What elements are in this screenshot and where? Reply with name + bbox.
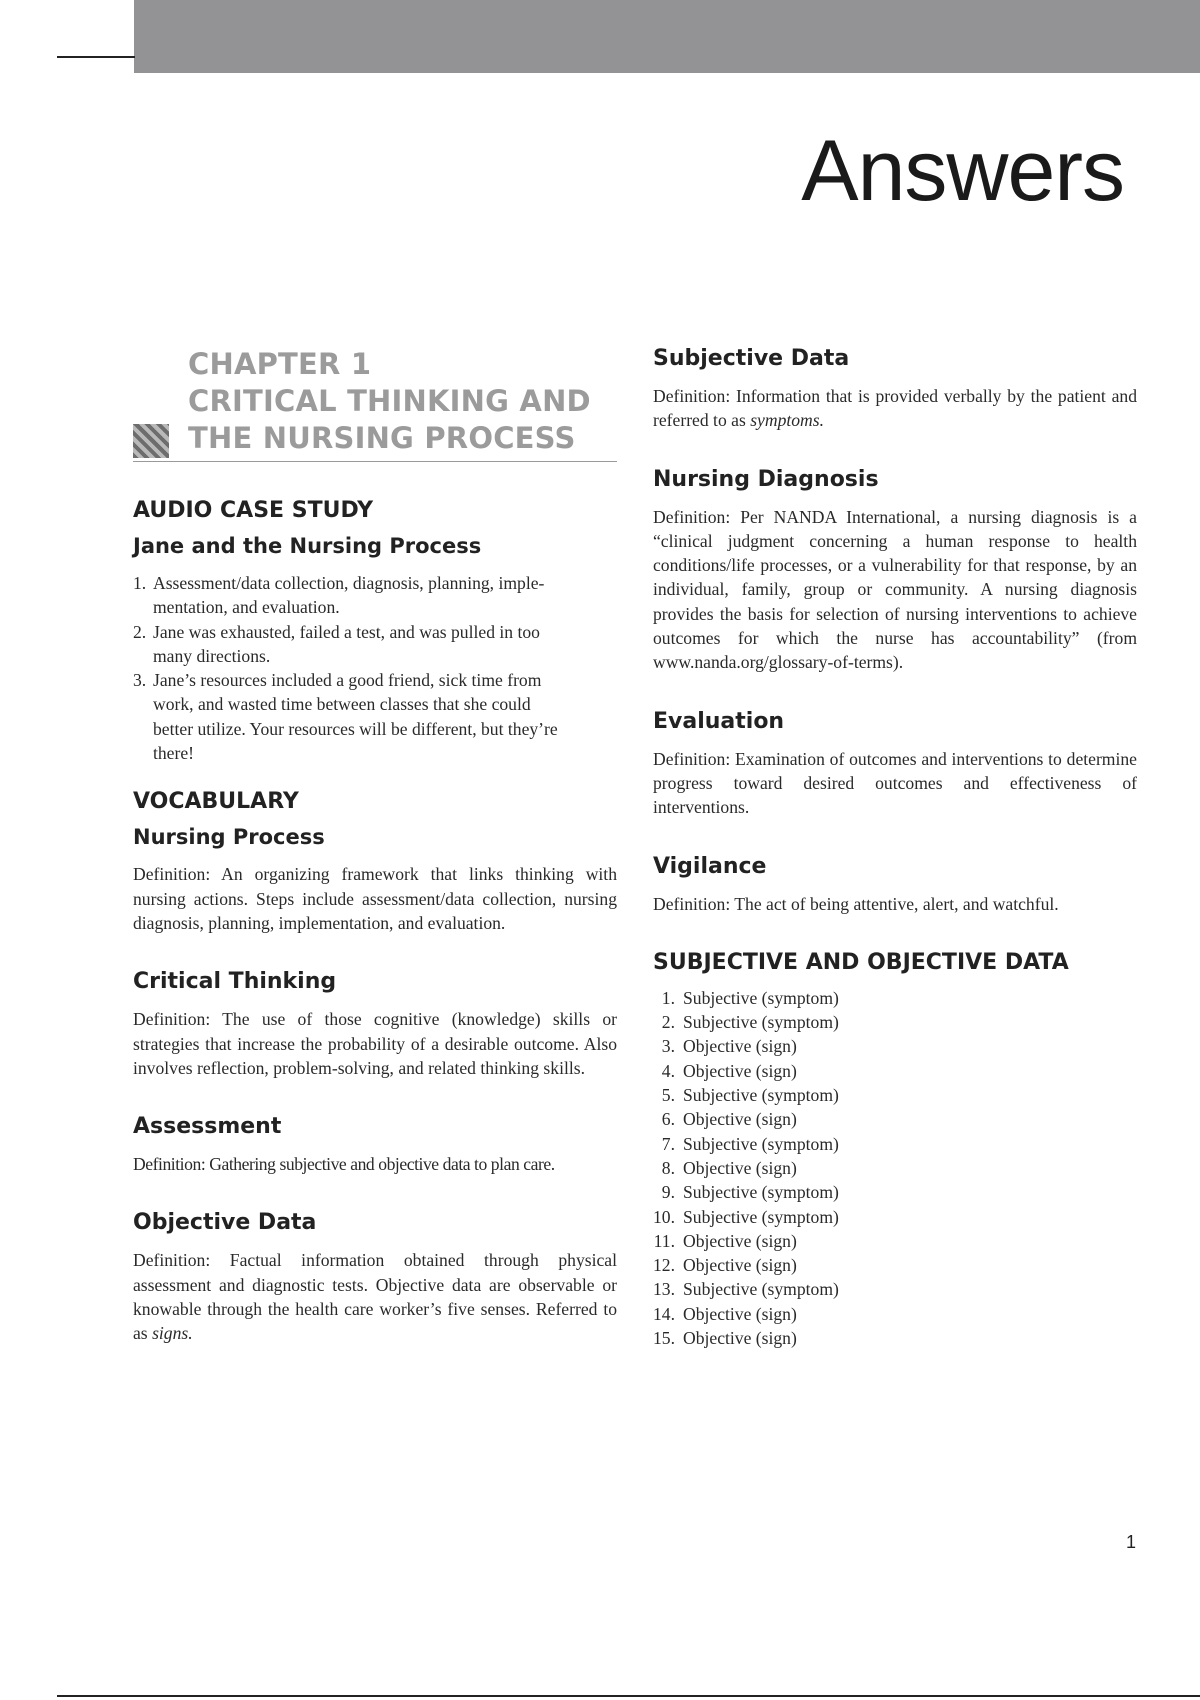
list-item: 10. Subjective (symptom) — [653, 1206, 839, 1227]
case-study-answers — [133, 571, 617, 765]
definition-objective-data: Definition: Factual information obtained through physical assessment and diagnostic tests. Objective data are observable or knowable through the health care worker’s five senses. Referred to as signs. — [133, 1250, 617, 1344]
term-vigilance: Vigilance — [653, 853, 767, 879]
chapter-title-line-2: THE NURSING PROCESS — [188, 421, 576, 455]
audio-case-study-heading: AUDIO CASE STUDY — [133, 498, 374, 523]
term-assessment: Assessment — [133, 1114, 282, 1140]
list-item: 12. Objective (sign) — [653, 1255, 797, 1276]
page-number: 1 — [1126, 1532, 1137, 1552]
case-study-title: Jane and the Nursing Process — [133, 534, 482, 558]
footer-rule — [57, 1695, 1200, 1697]
definition-assessment: Definition: Gathering subjective and objective data to plan care. — [133, 1154, 555, 1175]
definition-nursing-diagnosis: Definition: Per NANDA International, a nursing diagnosis is a “clinical judgment concerning a human response to health conditions/life processes, or a vulnerability for that response, by an individual, family, group or community. A nursing diagnosis provides the basis for selection of nursing interventions to achieve outcomes for which the nurse has accountability” (from www.nanda.org/glossary-of-terms). — [653, 506, 1137, 673]
vocabulary-heading: VOCABULARY — [133, 789, 299, 815]
chapter-number: CHAPTER 1 — [188, 347, 372, 381]
list-item: 1. Assessment/data collection, diagnosis, planning, imple- mentation, and evaluation. — [133, 573, 545, 618]
term-nursing-process: Nursing Process — [133, 825, 325, 850]
chapter-marker-icon — [133, 424, 169, 458]
list-item: 9. Subjective (symptom) — [661, 1182, 839, 1203]
subjective-objective-heading: SUBJECTIVE AND OBJECTIVE DATA — [653, 949, 1069, 975]
term-nursing-diagnosis: Nursing Diagnosis — [653, 466, 879, 492]
term-objective-data: Objective Data — [133, 1210, 317, 1236]
right-column — [653, 346, 1137, 1350]
term-critical-thinking: Critical Thinking — [133, 969, 337, 995]
term-subjective-data: Subjective Data — [653, 346, 850, 371]
list-item: 11. Objective (sign) — [653, 1230, 797, 1251]
definition-nursing-process: Definition: An organizing framework that links thinking with nursing actions. Steps include assessment/data collection, nursing diagnosis, planning, implementation, and evaluation. — [133, 864, 617, 933]
definition-critical-thinking: Definition: The use of those cognitive (knowledge) skills or strategies that increase the probability of a desirable outcome. Also involves reflection, problem-solving, and related thinking skills. — [133, 1009, 617, 1078]
list-item: 5. Subjective (symptom) — [661, 1085, 839, 1106]
list-item: 2. Jane was exhausted, failed a test, and was pulled in too many directions. — [133, 621, 540, 666]
list-item: 3. Objective (sign) — [661, 1036, 797, 1057]
list-item: 15. Objective (sign) — [653, 1328, 797, 1349]
definition-subjective-data: Definition: Information that is provided verbally by the patient and referred to as symptoms. — [653, 386, 1137, 431]
list-item: 2. Subjective (symptom) — [661, 1012, 839, 1033]
header-bar — [134, 0, 1200, 73]
list-item: 1. Subjective (symptom) — [661, 987, 839, 1008]
subjective-objective-answers — [653, 986, 1137, 1350]
list-item: 14. Objective (sign) — [653, 1303, 797, 1324]
left-column — [133, 346, 617, 1380]
definition-vigilance: Definition: The act of being attentive, alert, and watchful. — [653, 893, 1059, 914]
list-item: 4. Objective (sign) — [661, 1060, 797, 1081]
list-item: 8. Objective (sign) — [661, 1157, 797, 1178]
list-item: 7. Subjective (symptom) — [661, 1133, 839, 1154]
header-rule — [57, 56, 135, 58]
list-item: 6. Objective (sign) — [661, 1109, 797, 1130]
list-item: 3. Jane’s resources included a good friend, sick time from work, and wasted time between classes that she could better utilize. Your resources will be different, but they’re there! — [133, 670, 558, 764]
list-item: 13. Subjective (symptom) — [653, 1279, 839, 1300]
term-evaluation: Evaluation — [653, 708, 785, 734]
definition-evaluation: Definition: Examination of outcomes and interventions to determine progress toward desired outcomes and effectiveness of interventions. — [653, 748, 1137, 818]
chapter-title-block — [133, 346, 617, 462]
page-title: Answers — [801, 123, 1124, 219]
chapter-title-line-1: CRITICAL THINKING AND — [188, 384, 591, 418]
